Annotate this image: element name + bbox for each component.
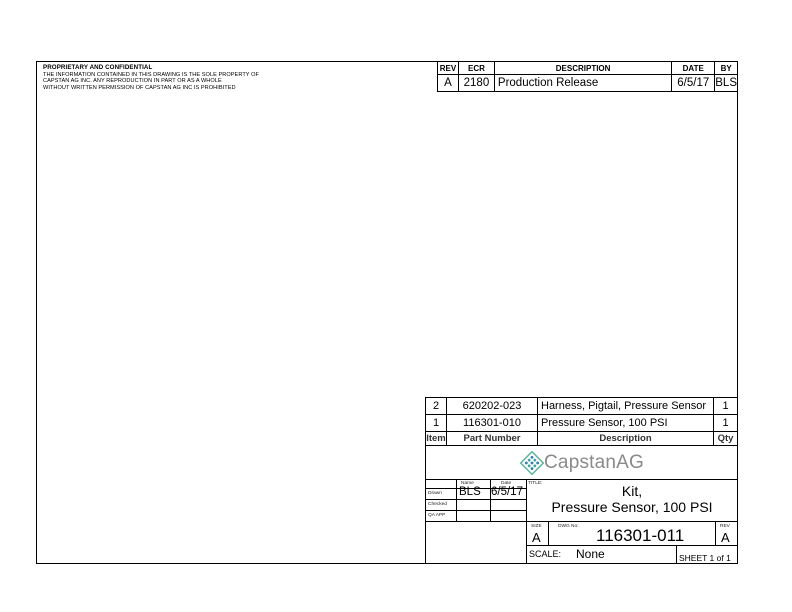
bom-qty: 1 — [714, 415, 738, 432]
dwg-number: 116301-011 — [596, 526, 685, 545]
rev-cell: A — [438, 75, 459, 92]
revision-header-row — [438, 62, 738, 75]
bom-description: Pressure Sensor, 100 PSI — [538, 415, 714, 432]
title-block-divider — [715, 521, 716, 545]
sign-grid-line — [425, 499, 526, 500]
revision-table — [437, 61, 738, 92]
title-block-divider — [548, 521, 549, 545]
bom-row — [426, 398, 738, 415]
bom-row — [426, 415, 738, 432]
title-block-left-border — [425, 445, 426, 564]
rev-value: A — [721, 530, 730, 545]
sign-grid-line — [425, 510, 526, 511]
description-header: DESCRIPTION — [494, 62, 671, 75]
sign-date-header: Date — [501, 481, 512, 486]
rev-label: REV — [720, 524, 730, 529]
bom-item: 1 — [426, 415, 447, 432]
description-cell: Production Release — [494, 75, 671, 92]
bom-description: Harness, Pigtail, Pressure Sensor — [538, 398, 714, 415]
bom-header-qty: Qty — [714, 432, 738, 446]
drawing-title-line2: Pressure Sensor, 100 PSI — [551, 499, 713, 515]
bom-header-description: Description — [538, 432, 714, 446]
bom-header-row — [426, 432, 738, 446]
title-block-divider — [676, 545, 677, 564]
date-cell: 6/5/17 — [672, 75, 715, 92]
scale-value: None — [576, 547, 605, 561]
revision-row — [438, 75, 738, 92]
dwg-number-label: DWG No: — [558, 524, 579, 529]
confidential-title: PROPRIETARY AND CONFIDENTIAL — [43, 64, 153, 71]
bom-table — [425, 397, 738, 446]
confidential-notice: THE INFORMATION CONTAINED IN THIS DRAWING IS THE SOLE PROPERTY OF CAPSTAN AG INC. ANY REPRODUCTION IN PART OR AS A WHOLE WITHOUT WRITTEN PERMISSION OF CAPSTAN AG INC IS PROHIBITED — [43, 72, 259, 91]
bom-part-number: 620202-023 — [447, 398, 538, 415]
company-logo — [520, 449, 644, 477]
sheet-number: SHEET 1 of 1 — [679, 553, 731, 563]
sign-row-label: QA APP — [428, 513, 446, 518]
date-header: DATE — [672, 62, 715, 75]
sign-name-header: Name — [461, 481, 474, 486]
size-value: A — [532, 530, 541, 545]
sign-row-label: Checked — [428, 502, 447, 507]
drawn-by-name: BLS — [459, 486, 481, 498]
bom-part-number: 116301-010 — [447, 415, 538, 432]
title-label: TITLE: — [528, 481, 543, 486]
rev-header: REV — [438, 62, 459, 75]
sign-grid-line — [425, 521, 526, 522]
by-cell: BLS — [715, 75, 738, 92]
scale-label: SCALE: — [529, 549, 562, 559]
title-block-divider — [425, 479, 738, 480]
bom-header-item: Item — [426, 433, 446, 444]
sign-row-label: Drawn — [428, 491, 442, 496]
bom-item: 2 — [426, 398, 447, 415]
ecr-cell: 2180 — [458, 75, 494, 92]
title-block-divider — [526, 521, 738, 522]
logo-wordmark: CapstanAG — [544, 452, 645, 473]
size-label: SIZE — [531, 524, 542, 529]
bom-qty: 1 — [714, 398, 738, 415]
drawing-title-line1: Kit, — [621, 483, 643, 499]
bom-header-part-number: Part Number — [447, 432, 538, 446]
capstan-diamond-icon — [520, 451, 544, 475]
drawn-date: 6/5/17 — [491, 486, 523, 498]
sign-grid-line — [456, 479, 457, 521]
ecr-header: ECR — [458, 62, 494, 75]
by-header: BY — [715, 62, 738, 75]
